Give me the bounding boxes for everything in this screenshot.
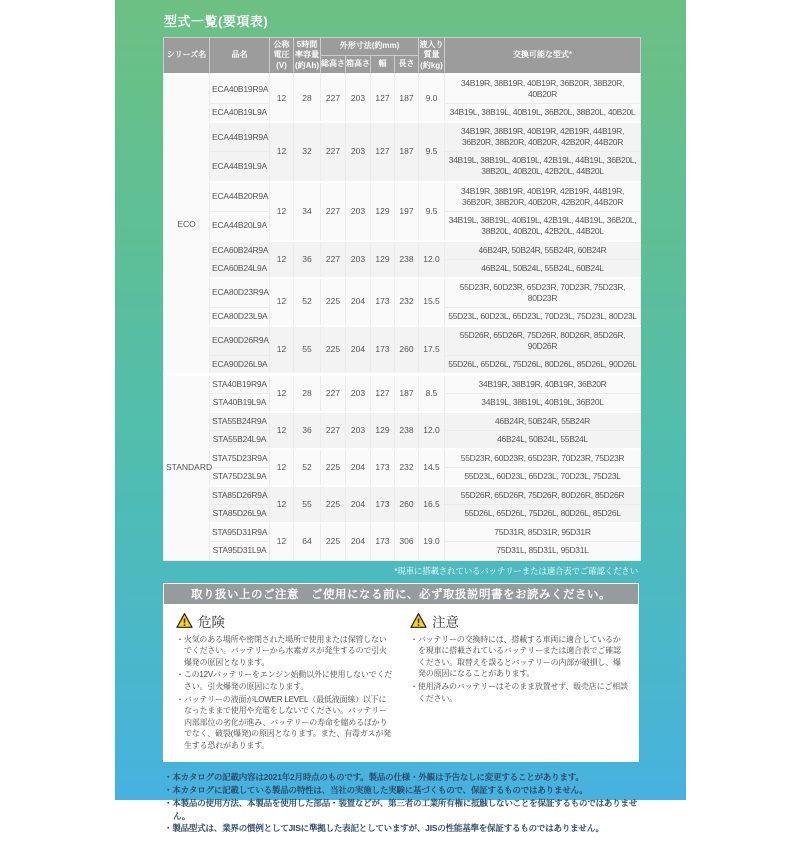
warning-triangle-icon [176, 613, 193, 628]
cell-width: 173 [371, 326, 395, 375]
cell-replaceable-models: 46B24R, 50B24R, 55B24R [445, 412, 641, 431]
danger-heading [176, 611, 394, 631]
cell-product-name: ECA90D26L9A [210, 356, 270, 375]
cell-mass: 8.5 [419, 375, 445, 413]
cell-box-height: 204 [346, 326, 371, 375]
danger-list [176, 634, 394, 752]
cell-voltage: 12 [270, 523, 294, 560]
table-row [164, 523, 641, 542]
cell-width: 127 [371, 74, 395, 122]
table-row [164, 326, 641, 356]
col-header-mass: 液入り質量(約kg) [419, 38, 445, 75]
cell-replaceable-models: 55D23R, 60D23R, 65D23R, 70D23R, 75D23R [445, 449, 641, 468]
cell-product-name: ECA44B19R9A [210, 122, 270, 152]
cell-total-height: 225 [321, 523, 346, 560]
cell-replaceable-models: 46B24L, 50B24L, 55B24L, 60B24L [445, 259, 641, 278]
danger-label: 危険 [198, 614, 225, 630]
cell-box-height: 204 [346, 449, 371, 486]
cell-length: 260 [395, 326, 419, 375]
cell-replaceable-models: 55D26R, 65D26R, 75D26R, 80D26R, 85D26R, 90D26R [445, 326, 641, 356]
cell-product-name: STA95D31L9A [210, 542, 270, 560]
cell-length: 187 [395, 375, 419, 413]
table-footnote: *現車に搭載されているバッテリーまたは適合表でご確認ください [394, 565, 638, 576]
cell-voltage: 12 [270, 486, 294, 523]
cell-capacity: 52 [294, 278, 321, 326]
cell-product-name: ECA44B19L9A [210, 152, 270, 182]
cell-mass: 12.0 [419, 412, 445, 449]
cell-width: 127 [371, 375, 395, 413]
table-row [164, 182, 641, 212]
spec-table-body [164, 74, 641, 560]
company-name: エナジーウィズ株式会社 [164, 849, 323, 865]
cell-replaceable-models: 55D26L, 65D26L, 75D26L, 80D26L, 85D26L [445, 505, 641, 524]
danger-item: ・ この12Vバッテリーをエンジン始動以外に使用しないでください。引火爆発の原因になります。 [176, 669, 394, 692]
table-row [164, 486, 641, 505]
cell-replaceable-models: 55D26L, 65D26L, 75D26L, 80D26L, 85D26L, 90D26L [445, 356, 641, 375]
col-header-replaceable: 交換可能な型式* [445, 38, 641, 75]
cell-length: 197 [395, 182, 419, 241]
cell-box-height: 203 [346, 241, 371, 278]
cell-total-height: 227 [321, 375, 346, 413]
footnote-item: ・ 本カタログの記載内容は2021年2月時点のものです。製品の仕様・外観は予告なしに変更することがあります。 [164, 771, 639, 784]
cell-product-name: ECA40B19R9A [210, 74, 270, 104]
cell-mass: 9.5 [419, 122, 445, 181]
cell-total-height: 227 [321, 412, 346, 449]
caution-item: ・ バッテリーの交換時には、搭載する車両に適合しているかを現車に搭載されているバッテリーまたは適合表でご確認ください。取替えを誤るとバッテリーの内部が破損し、爆発の原因になることがあります。 [410, 634, 628, 680]
cell-series: ECO [164, 74, 210, 374]
cell-mass: 9.5 [419, 182, 445, 241]
cell-length: 260 [395, 486, 419, 523]
cell-total-height: 227 [321, 241, 346, 278]
cell-product-name: STA40B19R9A [210, 375, 270, 394]
cell-total-height: 225 [321, 486, 346, 523]
cell-replaceable-models: 34B19L, 38B19L, 40B19L, 36B20L, 38B20L, 40B20L [445, 104, 641, 123]
cell-width: 173 [371, 278, 395, 326]
col-header-box-height: 箱高さ [346, 56, 371, 75]
col-header-voltage: 公称電圧(V) [270, 38, 294, 75]
cell-voltage: 12 [270, 375, 294, 413]
cell-replaceable-models: 75D31R, 85D31R, 95D31R [445, 523, 641, 542]
catalog-footnotes [164, 771, 639, 835]
cell-total-height: 227 [321, 182, 346, 241]
cell-replaceable-models: 34B19R, 38B19R, 40B19R, 42B19R, 44B19R, 36B20R, 38B20R, 40B20R, 42B20R, 44B20R [445, 122, 641, 152]
caution-label: 注意 [432, 614, 459, 630]
cell-length: 306 [395, 523, 419, 560]
cell-length: 187 [395, 122, 419, 181]
cell-product-name: ECA44B20L9A [210, 211, 270, 241]
cell-product-name: STA95D31R9A [210, 523, 270, 542]
danger-item: ・ 火気のある場所や密閉された場所で使用または保管しないでください。バッテリーから水素ガスが発生するので引火爆発の原因となります。 [176, 634, 394, 669]
footnote-item: ・ 本カタログに記載している製品の特性は、当社の実施した実験に基づくもので、保証するものではありません。 [164, 784, 639, 797]
notice-header: 取り扱い上のご注意 ご使用になる前に、必ず取扱説明書をお読みください。 [164, 584, 638, 604]
cell-voltage: 12 [270, 278, 294, 326]
col-header-total-height: 総高さ [321, 56, 346, 75]
cell-product-name: ECA60B24R9A [210, 241, 270, 260]
cell-product-name: STA85D26L9A [210, 505, 270, 524]
cell-length: 187 [395, 74, 419, 122]
table-row [164, 449, 641, 468]
cell-capacity: 36 [294, 412, 321, 449]
table-row [164, 122, 641, 152]
table-row [164, 375, 641, 394]
cell-length: 238 [395, 241, 419, 278]
danger-section [176, 609, 394, 753]
cell-voltage: 12 [270, 412, 294, 449]
cell-replaceable-models: 55D23L, 60D23L, 65D23L, 70D23L, 75D23L [445, 468, 641, 487]
cell-capacity: 64 [294, 523, 321, 560]
cell-width: 129 [371, 412, 395, 449]
cell-box-height: 204 [346, 278, 371, 326]
cell-replaceable-models: 34B19R, 38B19R, 40B19R, 42B19R, 44B19R, 36B20R, 38B20R, 40B20R, 42B20R, 44B20R [445, 182, 641, 212]
caution-heading [410, 611, 628, 631]
cell-total-height: 227 [321, 122, 346, 181]
cell-replaceable-models: 34B19L, 38B19L, 40B19L, 42B19L, 44B19L, 36B20L, 38B20L, 40B20L, 42B20L, 44B20L [445, 152, 641, 182]
cell-total-height: 225 [321, 449, 346, 486]
cell-capacity: 32 [294, 122, 321, 181]
cell-capacity: 28 [294, 74, 321, 122]
cell-product-name: STA85D26R9A [210, 486, 270, 505]
cell-product-name: STA40B19L9A [210, 394, 270, 413]
cell-capacity: 36 [294, 241, 321, 278]
cell-total-height: 225 [321, 278, 346, 326]
cell-replaceable-models: 46B24R, 50B24R, 55B24R, 60B24R [445, 241, 641, 260]
cell-replaceable-models: 34B19R, 38B19R, 40B19R, 36B20R [445, 375, 641, 394]
table-row [164, 278, 641, 308]
cell-replaceable-models: 55D26R, 65D26R, 75D26R, 80D26R, 85D26R [445, 486, 641, 505]
table-row [164, 74, 641, 104]
cell-width: 173 [371, 523, 395, 560]
cell-length: 232 [395, 278, 419, 326]
cell-box-height: 203 [346, 375, 371, 413]
cell-box-height: 204 [346, 523, 371, 560]
cell-width: 129 [371, 241, 395, 278]
cell-capacity: 34 [294, 182, 321, 241]
cell-product-name: ECA60B24L9A [210, 259, 270, 278]
cell-replaceable-models: 55D23R, 60D23R, 65D23R, 70D23R, 75D23R, 80D23R [445, 278, 641, 308]
cell-box-height: 203 [346, 122, 371, 181]
cell-mass: 16.5 [419, 486, 445, 523]
gradient-band [115, 0, 686, 865]
cell-total-height: 225 [321, 326, 346, 375]
spec-table-header [164, 38, 641, 75]
cell-capacity: 55 [294, 486, 321, 523]
caution-item: ・ 使用済みのバッテリーはそのまま放置せず、販売店にご相談ください。 [410, 681, 628, 704]
cell-capacity: 52 [294, 449, 321, 486]
cell-voltage: 12 [270, 326, 294, 375]
cell-box-height: 203 [346, 74, 371, 122]
cell-product-name: STA55B24L9A [210, 431, 270, 450]
col-header-dimensions: 外形寸法(約mm) [321, 38, 419, 56]
cell-width: 127 [371, 122, 395, 181]
cell-box-height: 203 [346, 412, 371, 449]
cell-width: 173 [371, 449, 395, 486]
page-content [115, 0, 686, 865]
cell-voltage: 12 [270, 449, 294, 486]
cell-replaceable-models: 46B24L, 50B24L, 55B24L [445, 431, 641, 450]
cell-capacity: 28 [294, 375, 321, 413]
cell-mass: 17.5 [419, 326, 445, 375]
cell-voltage: 12 [270, 74, 294, 122]
cell-product-name: STA55B24R9A [210, 412, 270, 431]
cell-product-name: STA75D23L9A [210, 468, 270, 487]
cell-product-name: STA75D23R9A [210, 449, 270, 468]
cell-length: 232 [395, 449, 419, 486]
caution-list [410, 634, 628, 705]
cell-product-name: ECA90D26R9A [210, 326, 270, 356]
cell-replaceable-models: 55D23L, 60D23L, 65D23L, 70D23L, 75D23L, 80D23L [445, 307, 641, 326]
cell-replaceable-models: 75D31L, 85D31L, 95D31L [445, 542, 641, 560]
cell-box-height: 203 [346, 182, 371, 241]
cell-mass: 19.0 [419, 523, 445, 560]
cell-mass: 14.5 [419, 449, 445, 486]
notice-box [163, 583, 639, 763]
cell-product-name: ECA80D23L9A [210, 307, 270, 326]
warning-triangle-icon [410, 613, 427, 628]
cell-width: 173 [371, 486, 395, 523]
cell-replaceable-models: 34B19R, 38B19R, 40B19R, 36B20R, 38B20R, 40B20R [445, 74, 641, 104]
cell-mass: 9.0 [419, 74, 445, 122]
notice-columns [164, 604, 638, 757]
cell-width: 129 [371, 182, 395, 241]
cell-voltage: 12 [270, 241, 294, 278]
footnote-item: ・ 本製品の使用方法、本製品を使用した部品・装置などが、第三者の工業所有権に抵触しないことを保証するものではありません。 [164, 797, 639, 823]
cell-product-name: ECA44B20R9A [210, 182, 270, 212]
table-row [164, 412, 641, 431]
col-header-product: 品名 [210, 38, 270, 75]
cell-capacity: 55 [294, 326, 321, 375]
cell-series: STANDARD [164, 375, 210, 560]
cell-length: 238 [395, 412, 419, 449]
table-row [164, 241, 641, 260]
cell-voltage: 12 [270, 182, 294, 241]
cell-product-name: ECA80D23R9A [210, 278, 270, 308]
col-header-capacity: 5時間率容量(約Ah) [294, 38, 321, 75]
page-title: 型式一覧(要項表) [164, 14, 269, 29]
cell-voltage: 12 [270, 122, 294, 181]
spec-table [163, 37, 641, 561]
cell-replaceable-models: 34B19L, 38B19L, 40B19L, 42B19L, 44B19L, 36B20L, 38B20L, 40B20L, 42B20L, 44B20L [445, 211, 641, 241]
cell-total-height: 227 [321, 74, 346, 122]
danger-item: ・ バッテリーの液面がLOWER LEVEL（最低液面線）以下になったままで使用や充電をしないでください。バッテリー内部部位の劣化が進み、バッテリーの寿命を縮めるばかりでなく、破裂(爆発)の原因となります。また、有毒ガスが発生する恐れがあります。 [176, 694, 394, 752]
col-header-series: シリーズ名 [164, 38, 210, 75]
col-header-length: 長さ [395, 56, 419, 75]
col-header-width: 幅 [371, 56, 395, 75]
cell-mass: 12.0 [419, 241, 445, 278]
cell-replaceable-models: 34B19L, 38B19L, 40B19L, 36B20L [445, 394, 641, 413]
footnote-item: ・ 製品型式は、業界の慣例としてJISに準拠した表記としていますが、JISの性能基準を保証するものではありません。 [164, 822, 639, 835]
cell-mass: 15.5 [419, 278, 445, 326]
caution-section [410, 609, 628, 753]
cell-product-name: ECA40B19L9A [210, 104, 270, 123]
cell-box-height: 204 [346, 486, 371, 523]
